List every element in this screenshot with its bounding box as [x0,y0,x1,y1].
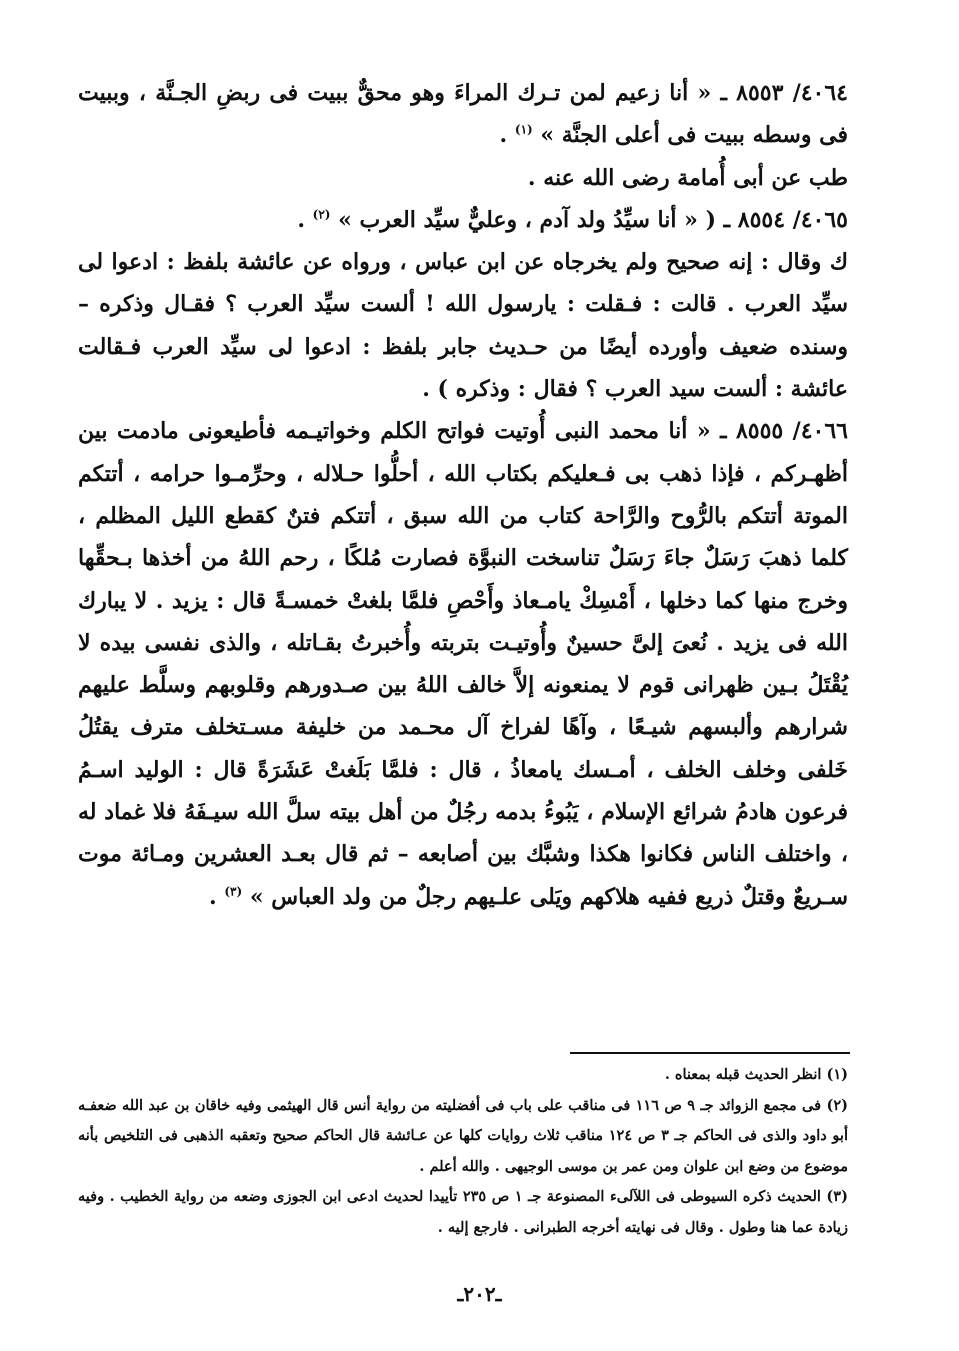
footnote-divider [570,1052,850,1054]
hadith-text: « أنا محمد النبى أُوتيت فواتح الكلم وخواتيـمه فأطيعونى مادمت بين أظهـركم ، فإذا ذهب بى فـعليكم بكتاب الله ، أحلُّوا حـلاله ، وحرِّمـوا حرامه ، أتتكم الموتة أتتكم بالرُّوح والرَّاحة كتاب من الله سبق ، أتتكم فتنٌ كقطع الليل المظلم ، كلما ذهبَ رَسَلٌ جاءَ رَسَلٌ تناسخت النبوَّة فصارت مُلكًا ، رحم اللهُ من أخذها بـحقِّها وخرج منها كما دخلها ، أَمْسِكْ يامـعاذ وأَحْصِ فلمَّا بلغتْ خمسـةً قال : يزيد . لا يبارك الله فى يزيد . نُعىَ إلىَّ حسينٌ وأُوتيـت بتربته وأُخبرتُ بقـاتله ، والذى نفسى بيده لا يُقْتَلُ بـين ظهرانى قوم لا يمنعونه إلاَّ خالف اللهُ بين صـدورهم وقلوبهم وسلَّط عليهم شرارهم وألبسهم شيـعًا ، وآهًا لفراخ آل محـمد من خليفة مسـتخلف مترف يقتُلُ خَلفى وخلف الخلف ، أمـسك يامعاذُ ، قال : فلمَّا بَلَغتْ عَشَرَةً قال : الوليد اسـمُ فرعون هادمُ شرائع الإسلام ، يَبُوءُ بدمه رجُلٌ من أهل بيته سلَّ الله سيـفَهُ فلا غماد له ، واختلف الناس فكانوا هكذا وشبَّك بين أصابعه – ثم قال بعـد العشرين ومـائة موت سـريعٌ وقتلٌ ذريع ففيه هلاكهم ويَلى علـيهم رجلٌ من ولد العباس » [78,418,848,910]
footnote-ref: (١) [514,122,533,137]
footnote-2 [78,1091,848,1183]
footnote-text: انظر الحديث قبله بمعناه . [664,1066,822,1083]
hadith-source: طب عن أبى أُمامة رضى الله عنه . [527,164,848,191]
footnote-text: فى مجمع الزوائد جـ ٩ ص ١١٦ فى مناقب على باب فى أفضليته من رواية أنس قال الهيثمى وفيه خاقان بن عبد الله ضعفـه أبو داود والذى فى الحاكم جـ ٣ ص ١٢٤ مناقب ثلاث روايات كلها عن عـائشة قال الحاكم صحيح وتعقبه الذهبى فى التلخيص بأنه موضوع من وضع ابن علوان ومن عمر بن موسى الوجيهى . والله أعلم . [78,1096,848,1175]
footnotes [78,1060,848,1243]
footnote-number: (١) [826,1066,848,1083]
hadith-number: ٤٠٦٥/ ٨٥٥٤ ـ [723,206,848,233]
hadith-end: . [297,206,313,233]
footnote-text: الحديث ذكره السيوطى فى اللآلىء المصنوعة جـ ١ ص ٢٣٥ تأييدا لحديث ادعى ابن الجوزى وضعه من رواية الخطيب . وفيه زيادة عما هنا وطول . وقال فى نهايته أخرجه الطبرانى . فارجع إليه . [78,1188,848,1236]
hadith-4065 [78,199,848,241]
footnote-1 [78,1060,848,1091]
hadith-end: . [499,122,515,149]
page-number: ـ٢٠٢ـ [457,1282,502,1306]
hadith-end: . [209,883,225,910]
footnote-ref: (٣) [224,884,243,899]
hadith-text: ( « أنا سيِّدُ ولد آدم ، وعليٌّ سيِّد العرب » [338,206,716,233]
hadith-number: ٤٠٦٤/ ٨٥٥٣ ـ [720,80,848,106]
footnote-number: (٣) [826,1188,848,1205]
footnote-ref: (٢) [312,207,331,222]
hadith-4064 [78,72,848,157]
hadith-number: ٤٠٦٦/ ٨٥٥٥ ـ [720,418,848,445]
hadith-4066 [78,410,848,918]
hadith-commentary: ك وقال : إنه صحيح ولم يخرجاه عن ابن عباس ، ورواه عن عائشة بلفظ : ادعوا لى سيِّد العرب . قالت : فـقلت : يارسول الله ! ألست سيِّد العرب ؟ فقـال وذكره – وسنده ضعيف وأورده أيضًا من حـديث جابر بلفظ : ادعوا لى سيِّد العرب فـقالت عائشة : ألست سيد العرب ؟ فقال : وذكره ) . [78,249,848,403]
footnote-3 [78,1182,848,1243]
hadith-text: « أنا زعيم لمن تـرك المراءَ وهو محقٌّ ببيت فى ربضِ الجـنَّة ، وببيت فى وسطه ببيت فى أعلى الجنَّة » [78,80,848,149]
footnote-number: (٢) [826,1096,848,1114]
